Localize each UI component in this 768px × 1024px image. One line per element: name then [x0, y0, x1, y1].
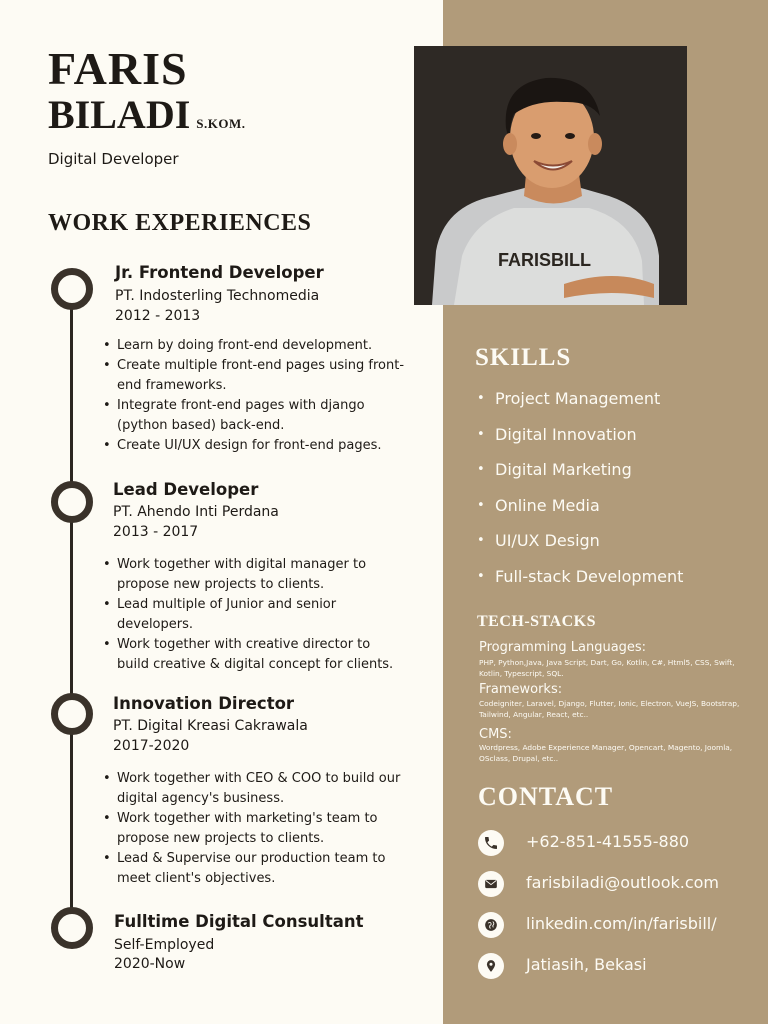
timeline-line	[70, 300, 73, 920]
mail-icon	[478, 871, 504, 897]
last-name: BILADI	[48, 92, 191, 137]
name-suffix: S.KOM.	[196, 116, 246, 131]
tech-stacks-heading: TECH-STACKS	[477, 613, 597, 630]
job-title: Innovation Director	[113, 694, 295, 713]
tech-group-label: Frameworks:	[479, 682, 563, 697]
shirt-logo-text: FARISBILL	[498, 250, 591, 270]
linkedin-url: linkedin.com/in/farisbill/	[526, 914, 717, 933]
contact-heading: CONTACT	[478, 782, 614, 811]
skills-list	[477, 388, 683, 602]
job-company: PT. Ahendo Inti Perdana	[113, 504, 279, 520]
duty-item: • Lead & Supervise our production team to meet client's objectives.	[101, 849, 421, 889]
profile-illustration	[414, 46, 687, 305]
tech-group-text: PHP, Python,Java, Java Script, Dart, Go, Kotlin, C#, Html5, CSS, Swift, Kotlin, Typescript, SQL.	[479, 658, 735, 678]
duty-item: • Create UI/UX design for front-end pages.	[101, 436, 416, 456]
work-experiences-heading: WORK EXPERIENCES	[48, 210, 312, 236]
last-name-line	[48, 93, 246, 146]
timeline-marker	[51, 268, 93, 310]
duty-item: • Learn by doing front-end development.	[101, 336, 416, 356]
timeline-marker	[51, 481, 93, 523]
duty-item: • Work together with creative director to build creative & digital concept for clients.	[101, 635, 401, 675]
timeline-marker	[51, 693, 93, 735]
duty-item: • Lead multiple of Junior and senior developers.	[101, 595, 401, 635]
duty-item: • Integrate front-end pages with django (python based) back-end.	[101, 396, 416, 436]
location-text: Jatiasih, Bekasi	[526, 955, 647, 974]
job-years: 2017-2020	[113, 738, 190, 754]
timeline-marker	[51, 907, 93, 949]
tech-group-text: Codeigniter, Laravel, Django, Flutter, Ionic, Electron, VueJS, Bootstrap, Tailwind, Angular, React, etc..	[479, 699, 740, 719]
globe-icon	[478, 912, 504, 938]
job-duties	[101, 555, 401, 675]
skills-heading: SKILLS	[475, 344, 572, 371]
job-title: Jr. Frontend Developer	[115, 263, 324, 282]
first-name: FARIS	[48, 43, 188, 94]
job-title: Lead Developer	[113, 480, 259, 499]
location-pin-icon	[478, 953, 504, 979]
phone-number: +62-851-41555-880	[526, 832, 690, 851]
email-address: farisbiladi@outlook.com	[526, 873, 719, 892]
job-years: 2012 - 2013	[115, 308, 201, 324]
profile-photo	[414, 46, 687, 305]
skill-item: • UI/UX Design	[477, 530, 683, 566]
job-years: 2013 - 2017	[113, 524, 199, 540]
phone-icon	[478, 830, 504, 856]
skill-item: • Digital Marketing	[477, 459, 683, 495]
duty-item: • Work together with digital manager to propose new projects to clients.	[101, 555, 401, 595]
duty-item: • Work together with CEO & COO to build our digital agency's business.	[101, 769, 421, 809]
skill-item: • Online Media	[477, 495, 683, 531]
skill-item: • Digital Innovation	[477, 424, 683, 460]
job-role: Digital Developer	[48, 150, 179, 168]
tech-group-label: CMS:	[479, 727, 512, 742]
skill-item: • Full-stack Development	[477, 566, 683, 602]
duty-item: • Work together with marketing's team to propose new projects to clients.	[101, 809, 421, 849]
tech-group-label: Programming Languages:	[479, 640, 647, 655]
job-company: Self-Employed	[114, 937, 215, 953]
duty-item: • Create multiple front-end pages using front-end frameworks.	[101, 356, 416, 396]
job-years: 2020-Now	[114, 956, 186, 972]
tech-group-text: Wordpress, Adobe Experience Manager, Opencart, Magento, Joomla, OSclass, Drupal, etc..	[479, 743, 733, 763]
job-company: PT. Indosterling Technomedia	[115, 288, 320, 304]
job-duties	[101, 336, 416, 456]
skill-item: • Project Management	[477, 388, 683, 424]
job-company: PT. Digital Kreasi Cakrawala	[113, 718, 308, 734]
job-duties	[101, 769, 421, 889]
job-title: Fulltime Digital Consultant	[114, 912, 364, 931]
